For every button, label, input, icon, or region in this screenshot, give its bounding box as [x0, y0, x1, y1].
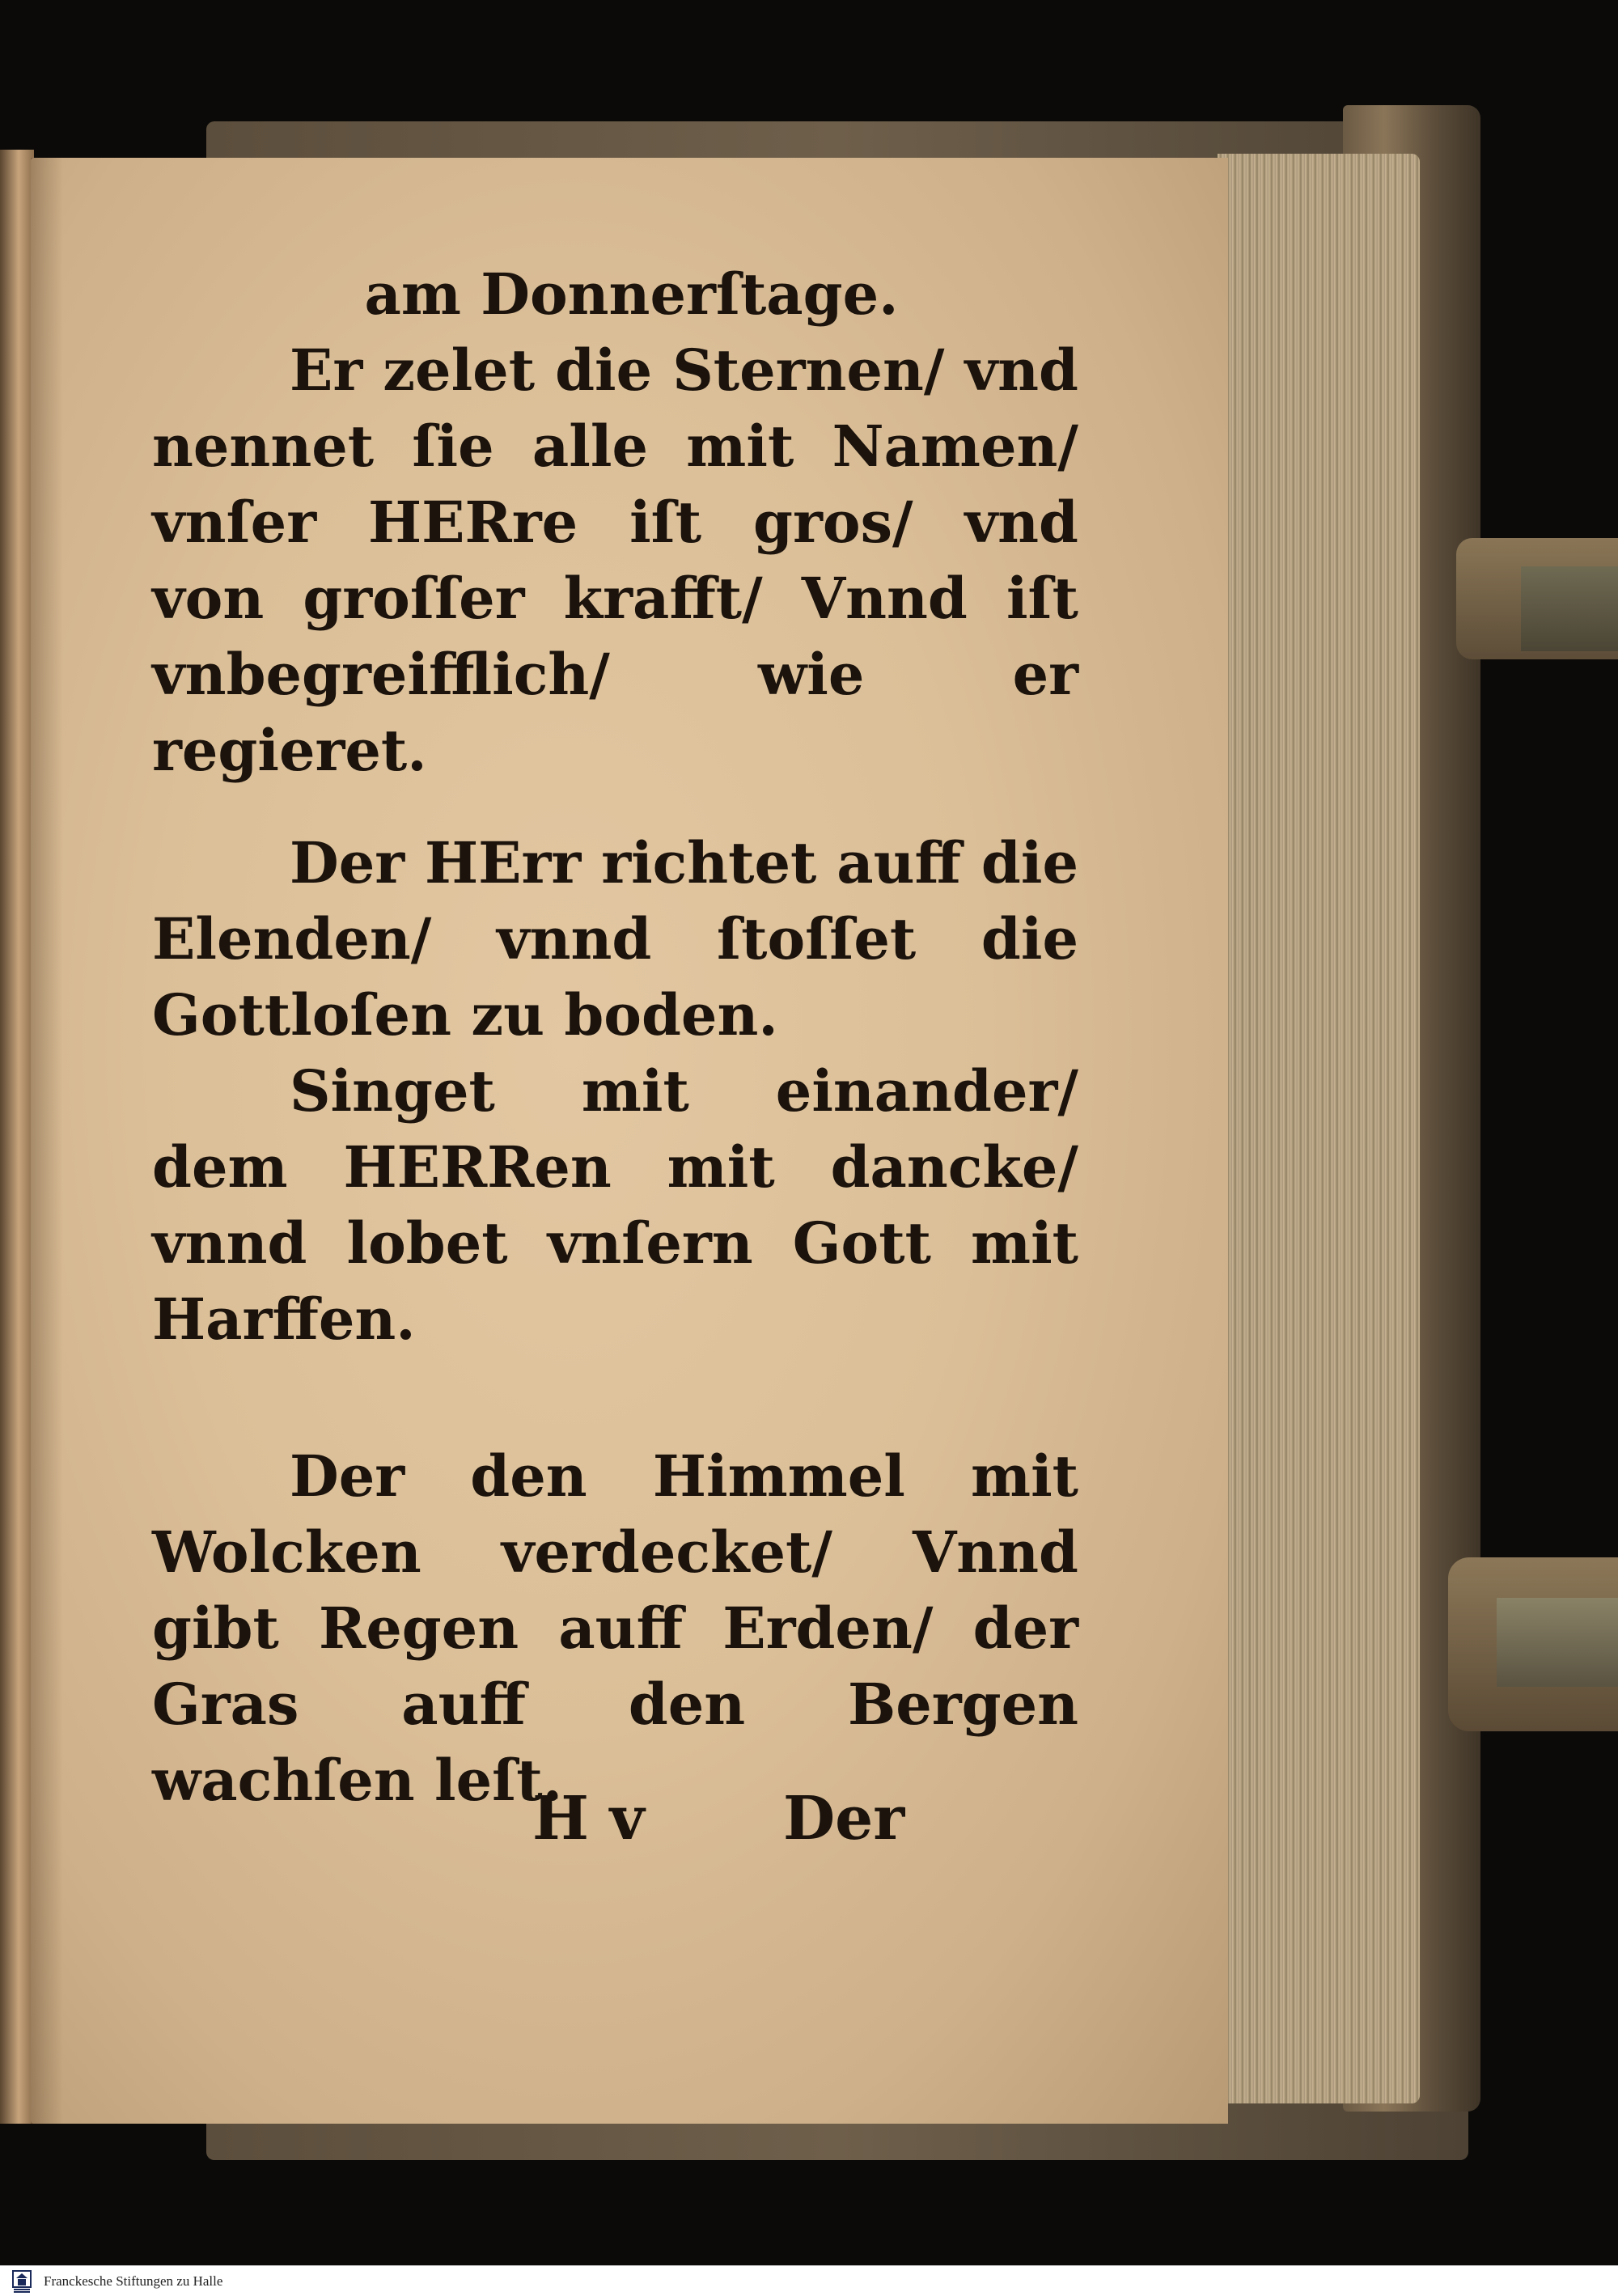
clasp-bottom-pin-icon — [1497, 1598, 1618, 1687]
paragraph-4: Der den Himmel mit Wolcken verdecket/ Vnnd gibt Regen auff Erden/ der Gras auff den Bergen wachſen leſt. — [152, 1442, 1078, 1814]
catchword: Der — [783, 1784, 905, 1853]
page-text — [152, 256, 1078, 1819]
book-page — [31, 158, 1228, 2124]
paragraph-2: Der HErr richtet auff die Elenden/ vnnd ſtoſſet die Gottloſen zu boden. — [152, 829, 1078, 1048]
page-heading: am Donnerſtage. — [364, 261, 899, 328]
footer-institution: Franckesche Stiftungen zu Halle — [44, 2273, 223, 2289]
paragraph-1: Er zelet die Sternen/ vnd nennet ſie alle mit Namen/ vnſer HERre iſt gros/ vnd von groſſer krafft/ Vnnd iſt vnbegreifflich/ wie er regieret. — [152, 337, 1078, 784]
francke-foundation-logo-icon — [10, 2269, 34, 2294]
footer-bar — [0, 2265, 1618, 2296]
paragraph-3: Singet mit einander/ dem HERRen mit dancke/ vnnd lobet vnſern Gott mit Harffen. — [152, 1057, 1078, 1353]
clasp-top-pin-icon — [1521, 566, 1618, 651]
signature-mark: H v — [532, 1784, 645, 1853]
page-fore-edge — [1218, 154, 1420, 2103]
facing-page-edge — [0, 150, 34, 2124]
